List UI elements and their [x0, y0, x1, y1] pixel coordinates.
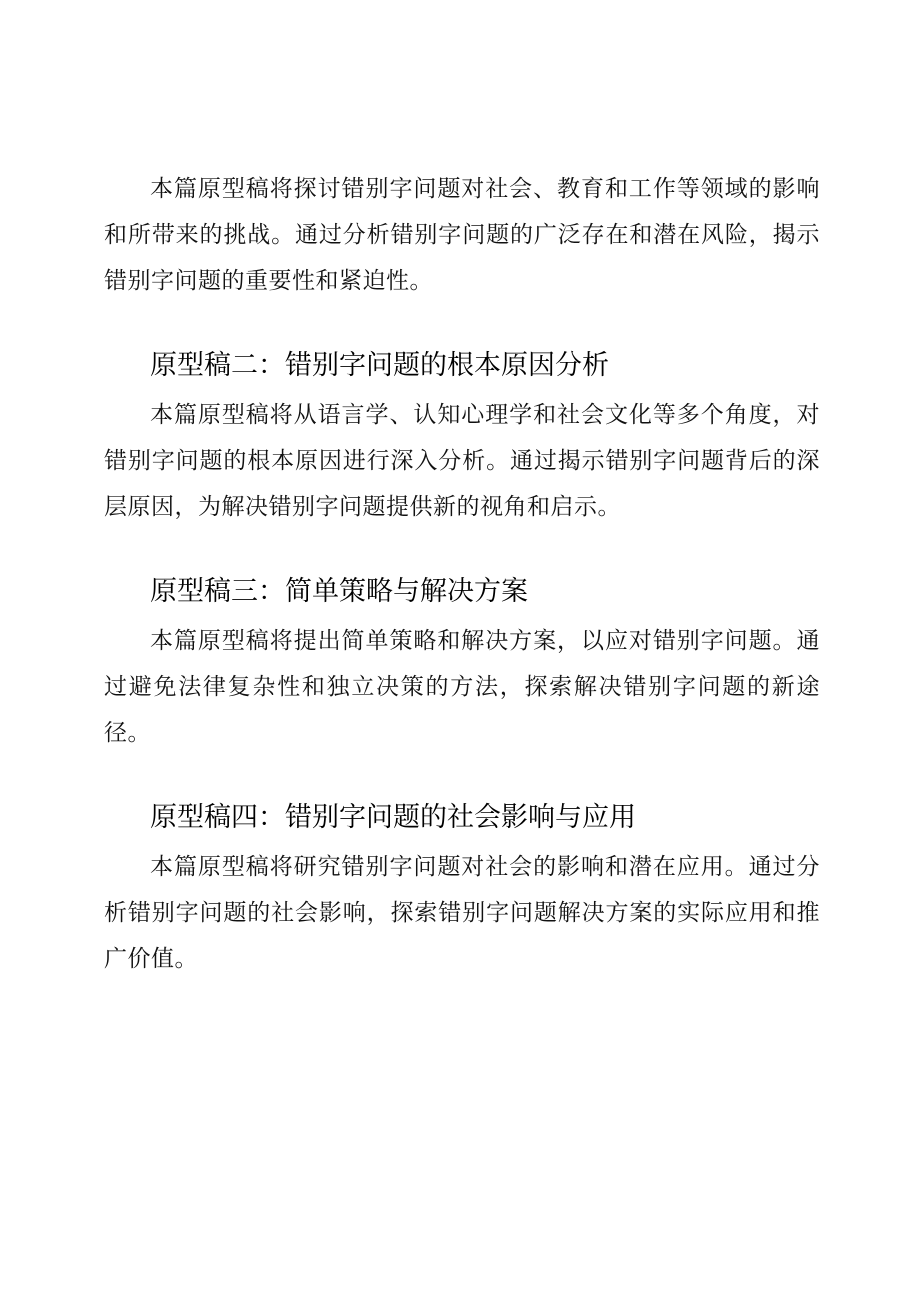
- document-content: [104, 166, 820, 982]
- section-prototype-4-body: 本篇原型稿将研究错别字问题对社会的影响和潜在应用。通过分析错别字问题的社会影响，探索错别字问题解决方案的实际应用和推广价值。: [104, 854, 820, 972]
- section-prototype-4-heading: 原型稿四：错别字问题的社会影响与应用: [150, 802, 636, 833]
- section-prototype-3-heading: 原型稿三：简单策略与解决方案: [150, 576, 528, 607]
- section-prototype-2: [104, 346, 820, 530]
- section-prototype-3-body: 本篇原型稿将提出简单策略和解决方案，以应对错别字问题。通过避免法律复杂性和独立决策的方法，探索解决错别字问题的新途径。: [104, 628, 820, 746]
- section-intro: [104, 166, 820, 304]
- section-prototype-2-body: 本篇原型稿将从语言学、认知心理学和社会文化等多个角度，对错别字问题的根本原因进行深入分析。通过揭示错别字问题背后的深层原因，为解决错别字问题提供新的视角和启示。: [104, 402, 820, 520]
- section-prototype-2-heading: 原型稿二：错别字问题的根本原因分析: [150, 350, 609, 381]
- section-prototype-3: [104, 572, 820, 756]
- section-prototype-4: [104, 798, 820, 982]
- section-intro-body: 本篇原型稿将探讨错别字问题对社会、教育和工作等领域的影响和所带来的挑战。通过分析错别字问题的广泛存在和潜在风险，揭示错别字问题的重要性和紧迫性。: [104, 176, 820, 294]
